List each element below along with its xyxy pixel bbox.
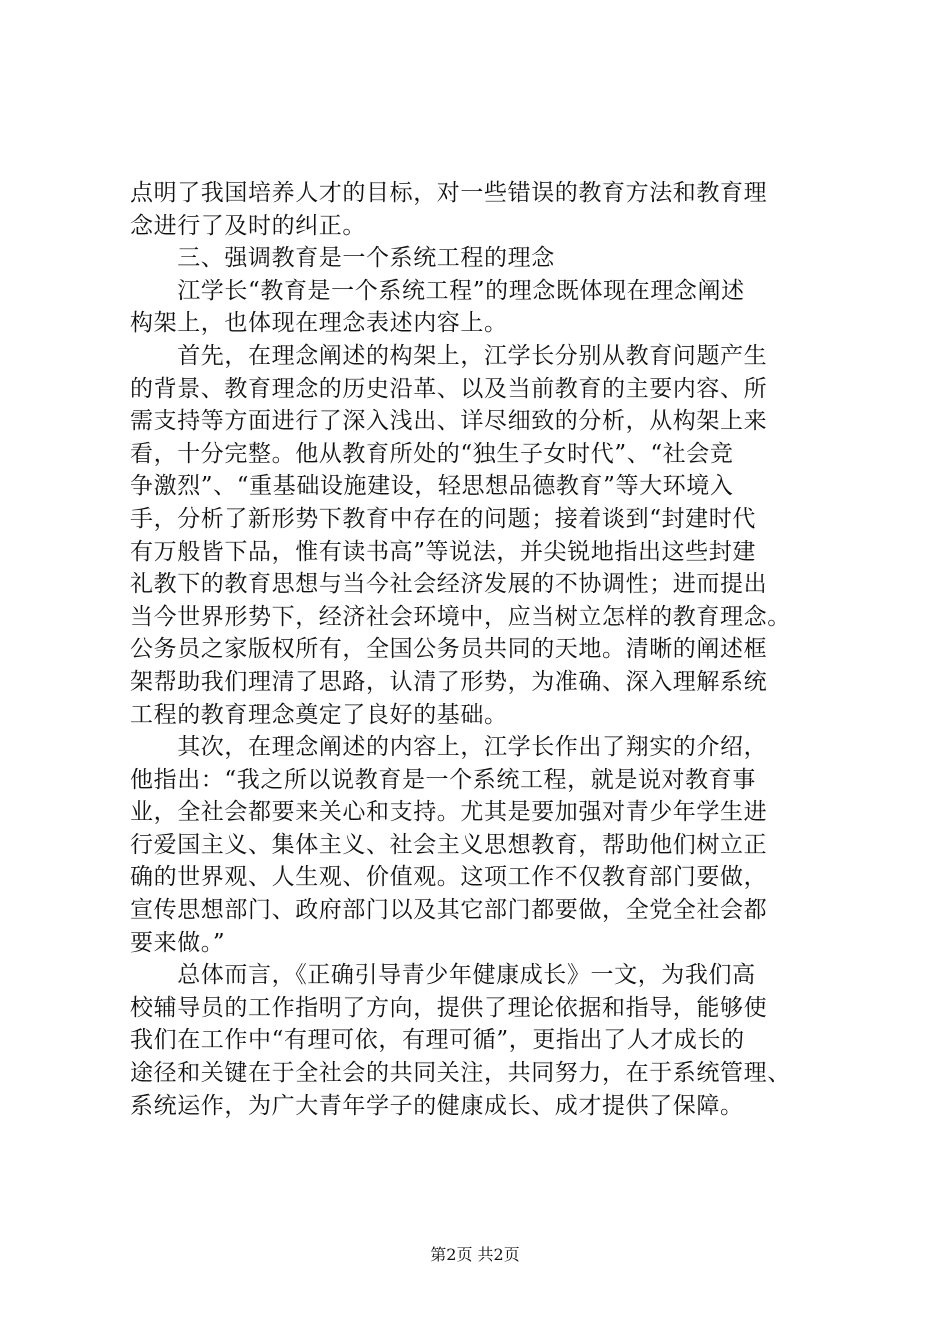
text-line: 确的世界观、人生观、价值观。这项工作不仅教育部门要做，	[130, 864, 768, 891]
text-line: 系统运作，为广大青年学子的健康成长、成才提供了保障。	[130, 1092, 744, 1119]
text-line: 礼教下的教育思想与当今社会经济发展的不协调性；进而提出	[130, 571, 768, 598]
text-line: 要来做。”	[130, 929, 226, 956]
text-line: 行爱国主义、集体主义、社会主义思想教育，帮助他们树立正	[130, 831, 768, 858]
body-text	[130, 177, 830, 1122]
text-line: 当今世界形势下，经济社会环境中，应当树立怎样的教育理念。	[130, 603, 791, 630]
text-line: 途径和关键在于全社会的共同关注，共同努力，在于系统管理、	[130, 1060, 791, 1087]
text-line: 公务员之家版权所有，全国公务员共同的天地。清晰的阐述框	[130, 636, 768, 663]
text-line: 工程的教育理念奠定了良好的基础。	[130, 701, 508, 728]
text-line: 他指出：“我之所以说教育是一个系统工程，就是说对教育事	[130, 766, 756, 793]
text-line: 校辅导员的工作指明了方向，提供了理论依据和指导，能够使	[130, 994, 768, 1021]
text-line: 其次，在理念阐述的内容上，江学长作出了翔实的介绍，	[130, 734, 768, 761]
text-line: 业，全社会都要来关心和支持。尤其是要加强对青少年学生进	[130, 799, 768, 826]
text-line: 点明了我国培养人才的目标，对一些错误的教育方法和教育理	[130, 180, 768, 206]
text-line: 构架上，也体现在理念表述内容上。	[130, 310, 508, 337]
text-line: 首先，在理念阐述的构架上，江学长分别从教育问题产生	[130, 342, 768, 369]
text-line: 有万般皆下品，惟有读书高”等说法，并尖锐地指出这些封建	[130, 538, 756, 565]
text-line: 架帮助我们理清了思路，认清了形势，为准确、深入理解系统	[130, 668, 768, 695]
text-line: 争激烈”、“重基础设施建设，轻思想品德教育”等大环境入	[130, 473, 734, 500]
section-heading: 三、强调教育是一个系统工程的理念	[130, 245, 555, 272]
page-footer: 第2页 共2页	[430, 1245, 520, 1264]
text-line: 的背景、教育理念的历史沿革、以及当前教育的主要内容、所	[130, 375, 768, 402]
text-line: 宣传思想部门、政府部门以及其它部门都要做，全党全社会都	[130, 897, 768, 924]
text-line: 念进行了及时的纠正。	[130, 212, 366, 239]
text-line: 需支持等方面进行了深入浅出、详尽细致的分析，从构架上来	[130, 408, 768, 435]
text-line: 江学长“教育是一个系统工程”的理念既体现在理念阐述	[130, 277, 745, 304]
text-line: 我们在工作中“有理可依，有理可循”，更指出了人才成长的	[130, 1027, 745, 1054]
text-line: 手，分析了新形势下教育中存在的问题；接着谈到“封建时代	[130, 505, 756, 532]
text-line: 总体而言，《正确引导青少年健康成长》一文，为我们高	[130, 962, 756, 989]
text-line: 看，十分完整。他从教育所处的“独生子女时代”、“社会竞	[130, 440, 734, 467]
